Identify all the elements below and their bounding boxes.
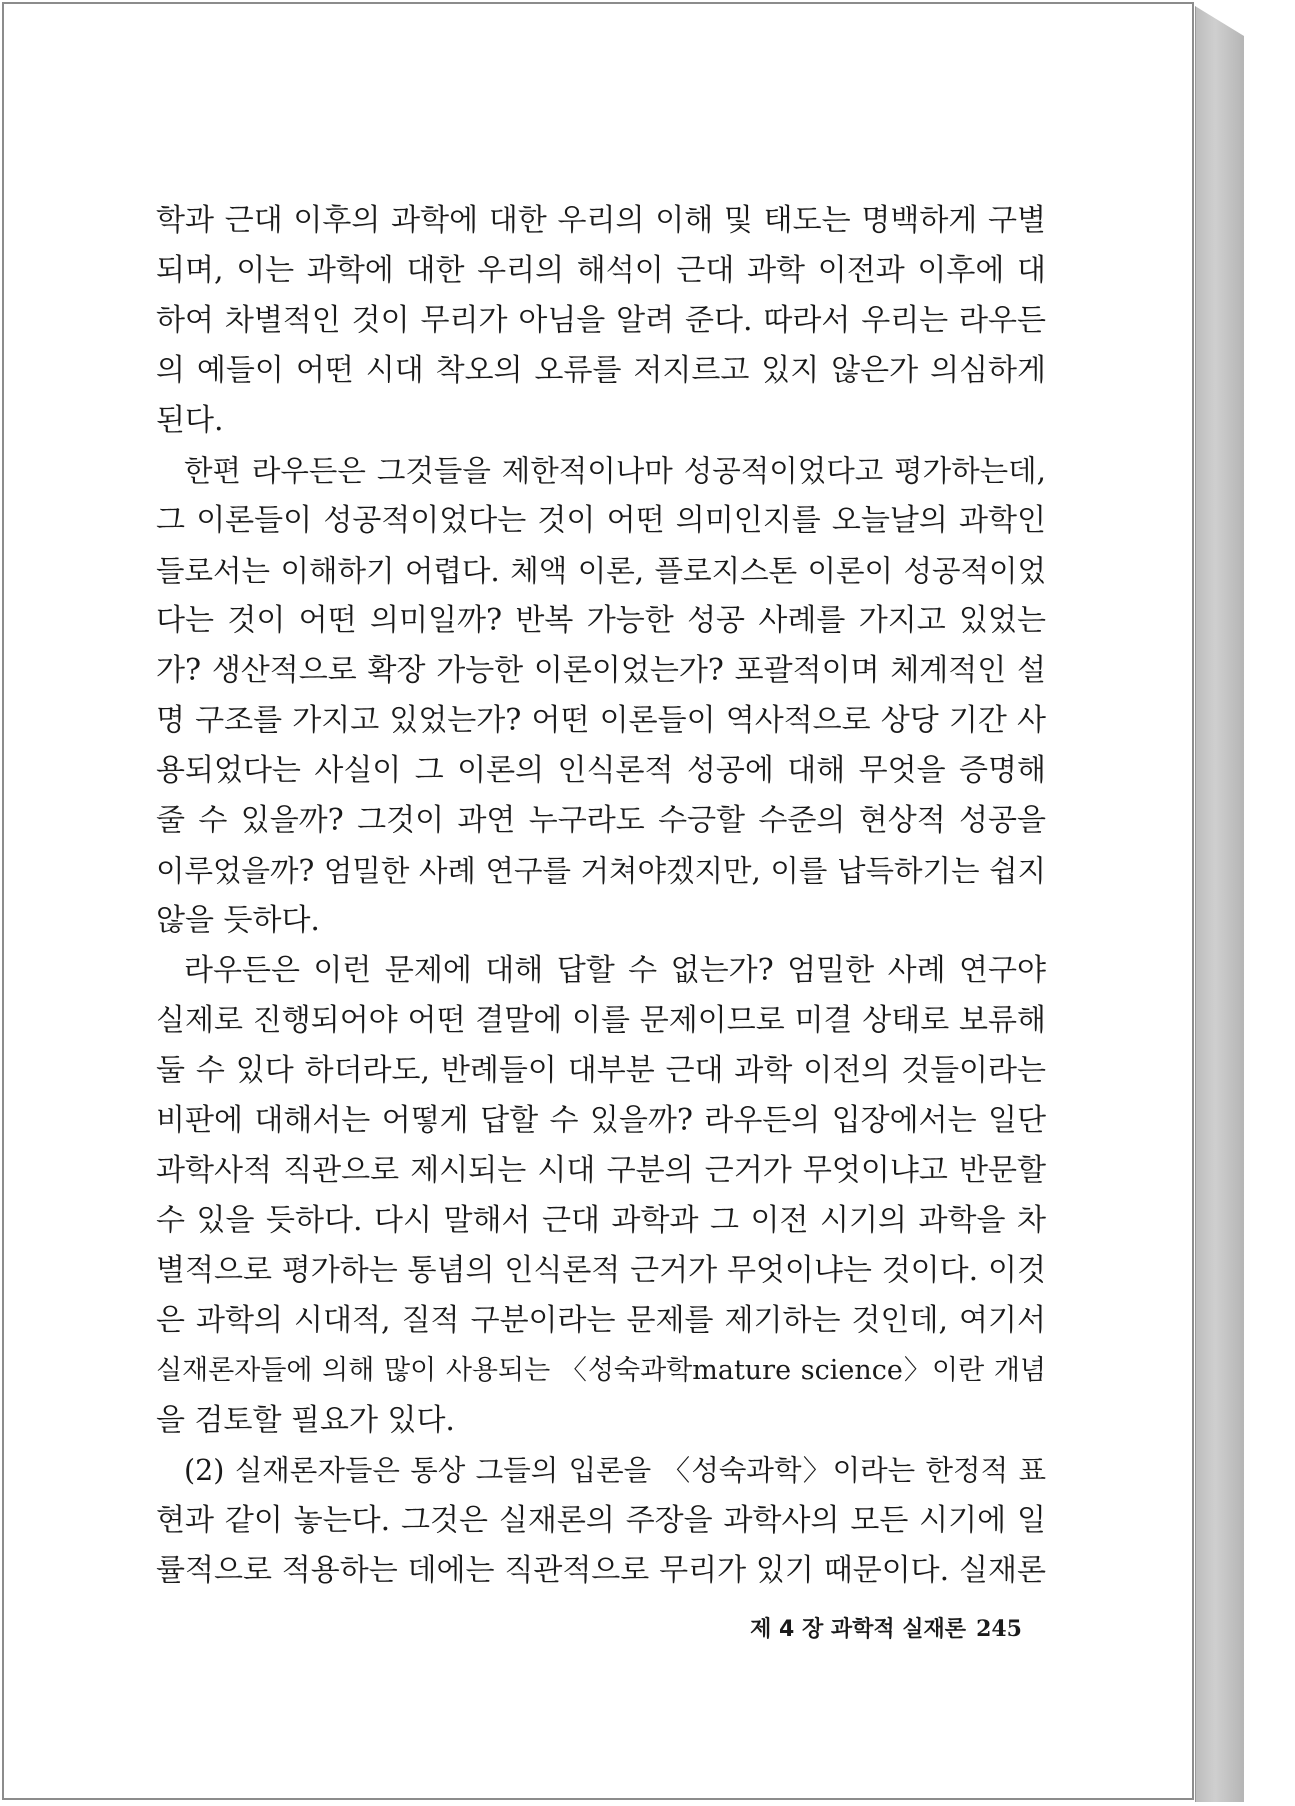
body-line: 가? 생산적으로 확장 가능한 이론이었는가? 포괄적이며 체계적인 설 (156, 653, 1046, 688)
body-line: (2) 실재론자들은 통상 그들의 입론을 〈성숙과학〉이라는 한정적 표 (184, 1454, 1046, 1487)
body-line: 학과 근대 이후의 과학에 대한 우리의 이해 및 태도는 명백하게 구별 (156, 203, 1046, 238)
body-line: 률적으로 적용하는 데에는 직관적으로 무리가 있기 때문이다. 실재론 (156, 1553, 1046, 1588)
body-line: 실제로 진행되어야 어떤 결말에 이를 문제이므로 미결 상태로 보류해 (156, 1003, 1046, 1038)
running-footer (750, 1612, 1022, 1643)
book-page-edge (1195, 6, 1244, 1802)
body-line: 을 검토할 필요가 있다. (156, 1403, 455, 1438)
body-line: 그 이론들이 성공적이었다는 것이 어떤 의미인지를 오늘날의 과학인 (156, 503, 1046, 538)
body-line: 의 예들이 어떤 시대 착오의 오류를 저지르고 있지 않은가 의심하게 (156, 353, 1046, 388)
body-line: 별적으로 평가하는 통념의 인식론적 근거가 무엇이냐는 것이다. 이것 (156, 1253, 1046, 1288)
body-text (156, 196, 1046, 1596)
body-line: 줄 수 있을까? 그것이 과연 누구라도 수긍할 수준의 현상적 성공을 (156, 803, 1046, 838)
body-line: 둘 수 있다 하더라도, 반례들이 대부분 근대 과학 이전의 것들이라는 (156, 1053, 1046, 1088)
body-line: 된다. (156, 403, 224, 438)
body-line: 들로서는 이해하기 어렵다. 체액 이론, 플로지스톤 이론이 성공적이었 (156, 554, 1046, 588)
body-line: 되며, 이는 과학에 대한 우리의 해석이 근대 과학 이전과 이후에 대 (156, 253, 1046, 288)
body-line: 은 과학의 시대적, 질적 구분이라는 문제를 제기하는 것인데, 여기서 (156, 1303, 1046, 1338)
body-line: 명 구조를 가지고 있었는가? 어떤 이론들이 역사적으로 상당 기간 사 (156, 703, 1046, 738)
body-line: 현과 같이 놓는다. 그것은 실재론의 주장을 과학사의 모든 시기에 일 (156, 1503, 1046, 1538)
body-line: 비판에 대해서는 어떻게 답할 수 있을까? 라우든의 입장에서는 일단 (156, 1103, 1046, 1138)
body-line: 다는 것이 어떤 의미일까? 반복 가능한 성공 사례를 가지고 있었는 (156, 603, 1046, 638)
book-page (2, 2, 1194, 1800)
body-line: 라우든은 이런 문제에 대해 답할 수 없는가? 엄밀한 사례 연구야 (184, 953, 1046, 988)
body-line: 한편 라우든은 그것들을 제한적이나마 성공적이었다고 평가하는데, (184, 454, 1046, 488)
body-line: 실재론자들에 의해 많이 사용되는 〈성숙과학mature science〉이란 개념 (156, 1355, 1046, 1386)
page-number: 245 (976, 1616, 1022, 1642)
body-line: 과학사적 직관으로 제시되는 시대 구분의 근거가 무엇이냐고 반문할 (156, 1153, 1046, 1188)
body-line: 않을 듯하다. (156, 903, 320, 938)
body-line: 하여 차별적인 것이 무리가 아님을 알려 준다. 따라서 우리는 라우든 (156, 303, 1046, 338)
body-line: 수 있을 듯하다. 다시 말해서 근대 과학과 그 이전 시기의 과학을 차 (156, 1203, 1046, 1238)
body-line: 용되었다는 사실이 그 이론의 인식론적 성공에 대해 무엇을 증명해 (156, 753, 1046, 788)
body-line: 이루었을까? 엄밀한 사례 연구를 거쳐야겠지만, 이를 납득하기는 쉽지 (156, 854, 1046, 888)
chapter-title: 제 4 장 과학적 실재론 (750, 1617, 967, 1642)
